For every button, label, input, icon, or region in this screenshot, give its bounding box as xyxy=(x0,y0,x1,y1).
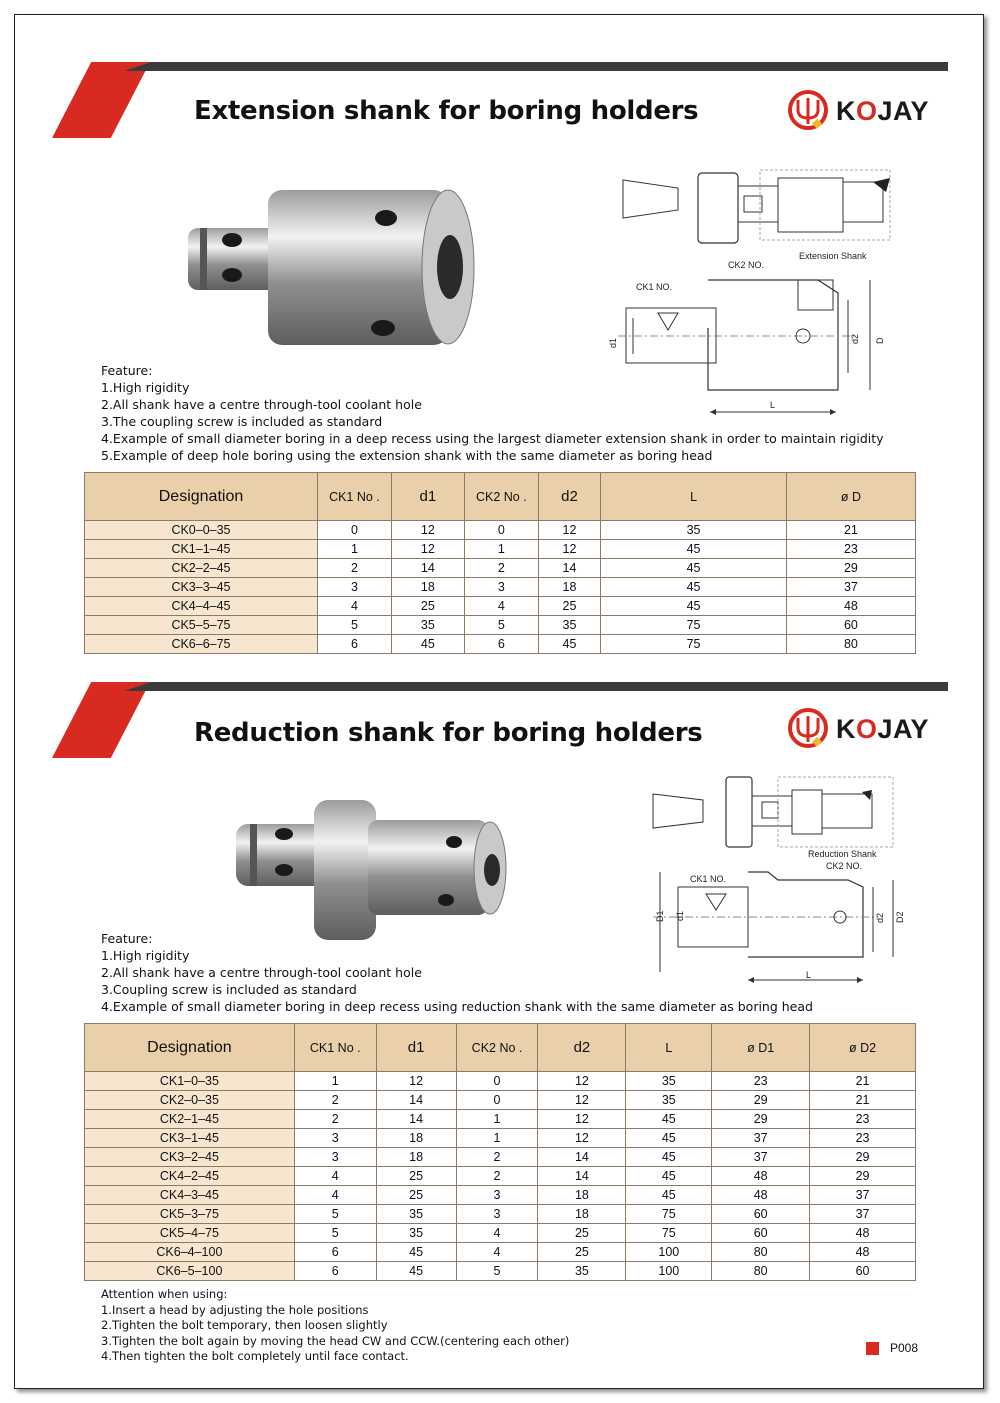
section-header-bar xyxy=(150,682,948,691)
table-cell: 3 xyxy=(456,1205,538,1224)
extension-table-body xyxy=(85,521,916,654)
table-row xyxy=(85,1148,916,1167)
table-cell: 45 xyxy=(626,1129,712,1148)
diagram-label-d1: d1 xyxy=(608,337,618,348)
table-cell: 3 xyxy=(294,1148,376,1167)
table-cell: 23 xyxy=(810,1110,916,1129)
feature-item: 4.Example of small diameter boring in a deep recess using the largest diameter extension shank in order to maintain rigidity xyxy=(101,431,884,446)
table-cell: 45 xyxy=(391,635,464,654)
table-cell: 25 xyxy=(391,597,464,616)
cell-designation: CK2–1–45 xyxy=(85,1110,295,1129)
feature-item: 1.High rigidity xyxy=(101,380,190,395)
cell-designation: CK6–6–75 xyxy=(85,635,318,654)
table-cell: 35 xyxy=(601,521,787,540)
table-cell: 2 xyxy=(317,559,391,578)
cell-designation: CK5–5–75 xyxy=(85,616,318,635)
table-cell: 1 xyxy=(456,1110,538,1129)
section-header-bar xyxy=(150,62,948,71)
table-cell: 45 xyxy=(626,1110,712,1129)
table-row xyxy=(85,1072,916,1091)
col-header-L: L xyxy=(626,1024,712,1072)
cell-designation: CK3–3–45 xyxy=(85,578,318,597)
table-cell: 45 xyxy=(626,1148,712,1167)
table-cell: 0 xyxy=(317,521,391,540)
cell-designation: CK4–2–45 xyxy=(85,1167,295,1186)
table-cell: 100 xyxy=(626,1243,712,1262)
table-cell: 1 xyxy=(464,540,538,559)
machine-spindle-schematic xyxy=(623,170,890,243)
table-cell: 1 xyxy=(456,1129,538,1148)
diagram-label-L: L xyxy=(806,970,812,980)
reduction-shank-product-image xyxy=(228,792,518,952)
table-cell: 1 xyxy=(294,1072,376,1091)
table-cell: 6 xyxy=(317,635,391,654)
attention-item: 3.Tighten the bolt again by moving the head CW and CCW.(centering each other) xyxy=(101,1333,570,1348)
table-cell: 12 xyxy=(538,540,600,559)
table-cell: 14 xyxy=(376,1110,456,1129)
table-row xyxy=(85,1205,916,1224)
table-cell: 29 xyxy=(810,1167,916,1186)
cell-designation: CK5–3–75 xyxy=(85,1205,295,1224)
table-row xyxy=(85,559,916,578)
table-cell: 12 xyxy=(391,521,464,540)
table-cell: 0 xyxy=(456,1072,538,1091)
table-cell: 14 xyxy=(538,1148,626,1167)
cell-designation: CK3–1–45 xyxy=(85,1129,295,1148)
feature-item: 5.Example of deep hole boring using the extension shank with the same diameter as boring head xyxy=(101,448,713,463)
feature-item: 1.High rigidity xyxy=(101,948,190,963)
table-cell: 14 xyxy=(391,559,464,578)
attention-title: Attention when using: xyxy=(101,1287,228,1301)
attention-notes xyxy=(101,1287,569,1365)
table-cell: 4 xyxy=(456,1224,538,1243)
diagram-label-product: Extension Shank xyxy=(799,251,867,261)
table-cell: 2 xyxy=(294,1091,376,1110)
table-cell: 37 xyxy=(712,1148,810,1167)
table-cell: 37 xyxy=(712,1129,810,1148)
table-cell: 4 xyxy=(464,597,538,616)
table-cell: 23 xyxy=(810,1129,916,1148)
col-header-ck2: CK2 No . xyxy=(464,473,538,521)
table-cell: 3 xyxy=(317,578,391,597)
diagram-label-L: L xyxy=(770,400,776,410)
table-cell: 1 xyxy=(317,540,391,559)
diagram-label-ck1: CK1 NO. xyxy=(636,282,673,292)
table-row xyxy=(85,635,916,654)
cell-designation: CK2–2–45 xyxy=(85,559,318,578)
table-cell: 14 xyxy=(538,1167,626,1186)
diagram-label-D1: D1 xyxy=(655,910,665,922)
table-cell: 21 xyxy=(810,1091,916,1110)
feature-title: Feature: xyxy=(101,363,153,378)
diagram-label-d1: d1 xyxy=(675,910,685,921)
table-row xyxy=(85,1091,916,1110)
trident-logo-icon xyxy=(786,706,834,754)
diagram-label-ck2: CK2 NO. xyxy=(728,260,765,270)
table-cell: 80 xyxy=(786,635,915,654)
table-row xyxy=(85,1262,916,1281)
table-cell: 4 xyxy=(456,1243,538,1262)
table-cell: 25 xyxy=(376,1186,456,1205)
table-cell: 12 xyxy=(376,1072,456,1091)
table-cell: 35 xyxy=(376,1205,456,1224)
diagram-label-d2: d2 xyxy=(850,333,860,344)
table-row xyxy=(85,1110,916,1129)
table-cell: 12 xyxy=(538,1072,626,1091)
table-cell: 35 xyxy=(391,616,464,635)
table-cell: 29 xyxy=(786,559,915,578)
col-header-d1: d1 xyxy=(376,1024,456,1072)
table-cell: 80 xyxy=(712,1262,810,1281)
table-cell: 6 xyxy=(294,1262,376,1281)
reduction-features xyxy=(101,930,813,1015)
table-cell: 35 xyxy=(626,1072,712,1091)
col-header-designation: Designation xyxy=(85,1024,295,1072)
table-cell: 5 xyxy=(294,1205,376,1224)
table-cell: 37 xyxy=(810,1186,916,1205)
reduction-spec-table xyxy=(84,1023,916,1281)
page-number-marker xyxy=(866,1342,879,1355)
table-cell: 45 xyxy=(626,1167,712,1186)
cell-designation: CK1–1–45 xyxy=(85,540,318,559)
table-cell: 12 xyxy=(538,1091,626,1110)
attention-item: 4.Then tighten the bolt completely until face contact. xyxy=(101,1349,409,1363)
table-cell: 3 xyxy=(294,1129,376,1148)
table-cell: 45 xyxy=(626,1186,712,1205)
table-row xyxy=(85,1186,916,1205)
table-row xyxy=(85,597,916,616)
table-cell: 6 xyxy=(464,635,538,654)
machine-spindle-schematic xyxy=(653,777,893,847)
table-cell: 29 xyxy=(712,1091,810,1110)
table-cell: 12 xyxy=(538,1129,626,1148)
table-cell: 18 xyxy=(391,578,464,597)
table-cell: 60 xyxy=(810,1262,916,1281)
table-row xyxy=(85,540,916,559)
col-header-ck2: CK2 No . xyxy=(456,1024,538,1072)
page-number: P008 xyxy=(890,1341,919,1355)
table-cell: 45 xyxy=(538,635,600,654)
table-cell: 45 xyxy=(601,559,787,578)
table-cell: 23 xyxy=(786,540,915,559)
table-cell: 5 xyxy=(456,1262,538,1281)
table-cell: 18 xyxy=(538,1205,626,1224)
table-cell: 45 xyxy=(376,1262,456,1281)
feature-item: 2.All shank have a centre through-tool coolant hole xyxy=(101,965,422,980)
table-cell: 25 xyxy=(376,1167,456,1186)
table-cell: 14 xyxy=(376,1091,456,1110)
table-cell: 25 xyxy=(538,1243,626,1262)
table-cell: 45 xyxy=(376,1243,456,1262)
diagram-label-ck1: CK1 NO. xyxy=(690,874,727,884)
diagram-label-product: Reduction Shank xyxy=(808,849,877,859)
table-row xyxy=(85,521,916,540)
feature-item: 4.Example of small diameter boring in deep recess using reduction shank with the same diameter as boring head xyxy=(101,999,813,1014)
col-header-D1: ø D1 xyxy=(712,1024,810,1072)
table-cell: 29 xyxy=(712,1110,810,1129)
cell-designation: CK3–2–45 xyxy=(85,1148,295,1167)
table-cell: 2 xyxy=(294,1110,376,1129)
table-cell: 4 xyxy=(294,1186,376,1205)
table-cell: 23 xyxy=(712,1072,810,1091)
table-cell: 75 xyxy=(601,616,787,635)
table-cell: 45 xyxy=(601,597,787,616)
cell-designation: CK5–4–75 xyxy=(85,1224,295,1243)
table-cell: 100 xyxy=(626,1262,712,1281)
table-cell: 45 xyxy=(601,540,787,559)
diagram-label-D: D xyxy=(875,337,885,344)
table-cell: 48 xyxy=(810,1224,916,1243)
col-header-D: ø D xyxy=(786,473,915,521)
table-cell: 3 xyxy=(456,1186,538,1205)
cell-designation: CK6–4–100 xyxy=(85,1243,295,1262)
section-title-extension: Extension shank for boring holders xyxy=(194,96,699,126)
table-cell: 5 xyxy=(294,1224,376,1243)
table-cell: 75 xyxy=(601,635,787,654)
table-cell: 45 xyxy=(601,578,787,597)
table-cell: 80 xyxy=(712,1243,810,1262)
extension-features xyxy=(101,362,884,464)
section-title-reduction: Reduction shank for boring holders xyxy=(194,718,703,748)
table-cell: 0 xyxy=(464,521,538,540)
table-cell: 12 xyxy=(391,540,464,559)
table-cell: 18 xyxy=(538,1186,626,1205)
attention-item: 1.Insert a head by adjusting the hole positions xyxy=(101,1302,369,1317)
cell-designation: CK2–0–35 xyxy=(85,1091,295,1110)
table-row xyxy=(85,1224,916,1243)
table-cell: 5 xyxy=(464,616,538,635)
table-cell: 12 xyxy=(538,1110,626,1129)
col-header-d2: d2 xyxy=(538,473,600,521)
col-header-ck1: CK1 No . xyxy=(294,1024,376,1072)
table-cell: 48 xyxy=(810,1243,916,1262)
col-header-ck1: CK1 No . xyxy=(317,473,391,521)
table-row xyxy=(85,616,916,635)
table-cell: 60 xyxy=(712,1224,810,1243)
table-cell: 35 xyxy=(538,616,600,635)
table-cell: 21 xyxy=(810,1072,916,1091)
table-cell: 48 xyxy=(712,1186,810,1205)
table-cell: 75 xyxy=(626,1224,712,1243)
cell-designation: CK4–4–45 xyxy=(85,597,318,616)
extension-spec-table xyxy=(84,472,916,654)
reduction-table-body xyxy=(85,1072,916,1281)
brand-logo xyxy=(786,88,956,138)
table-cell: 75 xyxy=(626,1205,712,1224)
table-cell: 6 xyxy=(294,1243,376,1262)
table-cell: 2 xyxy=(456,1148,538,1167)
table-cell: 48 xyxy=(712,1167,810,1186)
table-cell: 25 xyxy=(538,597,600,616)
table-row xyxy=(85,1167,916,1186)
diagram-label-ck2: CK2 NO. xyxy=(826,861,863,871)
diagram-label-d2: d2 xyxy=(875,912,885,923)
brand-logo xyxy=(786,706,956,756)
table-cell: 35 xyxy=(626,1091,712,1110)
col-header-L: L xyxy=(601,473,787,521)
table-cell: 18 xyxy=(376,1129,456,1148)
cell-designation: CK4–3–45 xyxy=(85,1186,295,1205)
table-cell: 48 xyxy=(786,597,915,616)
col-header-designation: Designation xyxy=(85,473,318,521)
table-cell: 0 xyxy=(456,1091,538,1110)
trident-logo-icon xyxy=(786,88,834,136)
table-row xyxy=(85,578,916,597)
table-header-row xyxy=(85,1024,916,1072)
table-cell: 35 xyxy=(538,1262,626,1281)
feature-item: 3.The coupling screw is included as standard xyxy=(101,414,383,429)
col-header-d2: d2 xyxy=(538,1024,626,1072)
table-cell: 4 xyxy=(294,1167,376,1186)
table-cell: 5 xyxy=(317,616,391,635)
brand-logo-text: KOJAY xyxy=(836,96,930,126)
table-cell: 35 xyxy=(376,1224,456,1243)
extension-shank-product-image xyxy=(178,180,478,360)
col-header-D2: ø D2 xyxy=(810,1024,916,1072)
table-cell: 12 xyxy=(538,521,600,540)
cell-designation: CK0–0–35 xyxy=(85,521,318,540)
table-cell: 14 xyxy=(538,559,600,578)
feature-item: 3.Coupling screw is included as standard xyxy=(101,982,357,997)
table-cell: 25 xyxy=(538,1224,626,1243)
table-row xyxy=(85,1243,916,1262)
table-cell: 18 xyxy=(376,1148,456,1167)
table-row xyxy=(85,1129,916,1148)
brand-logo-text: KOJAY xyxy=(836,714,930,744)
table-cell: 21 xyxy=(786,521,915,540)
table-cell: 2 xyxy=(464,559,538,578)
col-header-d1: d1 xyxy=(391,473,464,521)
table-cell: 60 xyxy=(712,1205,810,1224)
table-cell: 29 xyxy=(810,1148,916,1167)
diagram-label-D2: D2 xyxy=(895,911,905,923)
table-cell: 60 xyxy=(786,616,915,635)
feature-item: 2.All shank have a centre through-tool coolant hole xyxy=(101,397,422,412)
table-cell: 4 xyxy=(317,597,391,616)
table-cell: 18 xyxy=(538,578,600,597)
cell-designation: CK1–0–35 xyxy=(85,1072,295,1091)
table-cell: 37 xyxy=(810,1205,916,1224)
feature-title: Feature: xyxy=(101,931,153,946)
cell-designation: CK6–5–100 xyxy=(85,1262,295,1281)
attention-item: 2.Tighten the bolt temporary, then loosen slightly xyxy=(101,1318,388,1332)
table-cell: 2 xyxy=(456,1167,538,1186)
table-cell: 37 xyxy=(786,578,915,597)
table-cell: 3 xyxy=(464,578,538,597)
table-header-row xyxy=(85,473,916,521)
